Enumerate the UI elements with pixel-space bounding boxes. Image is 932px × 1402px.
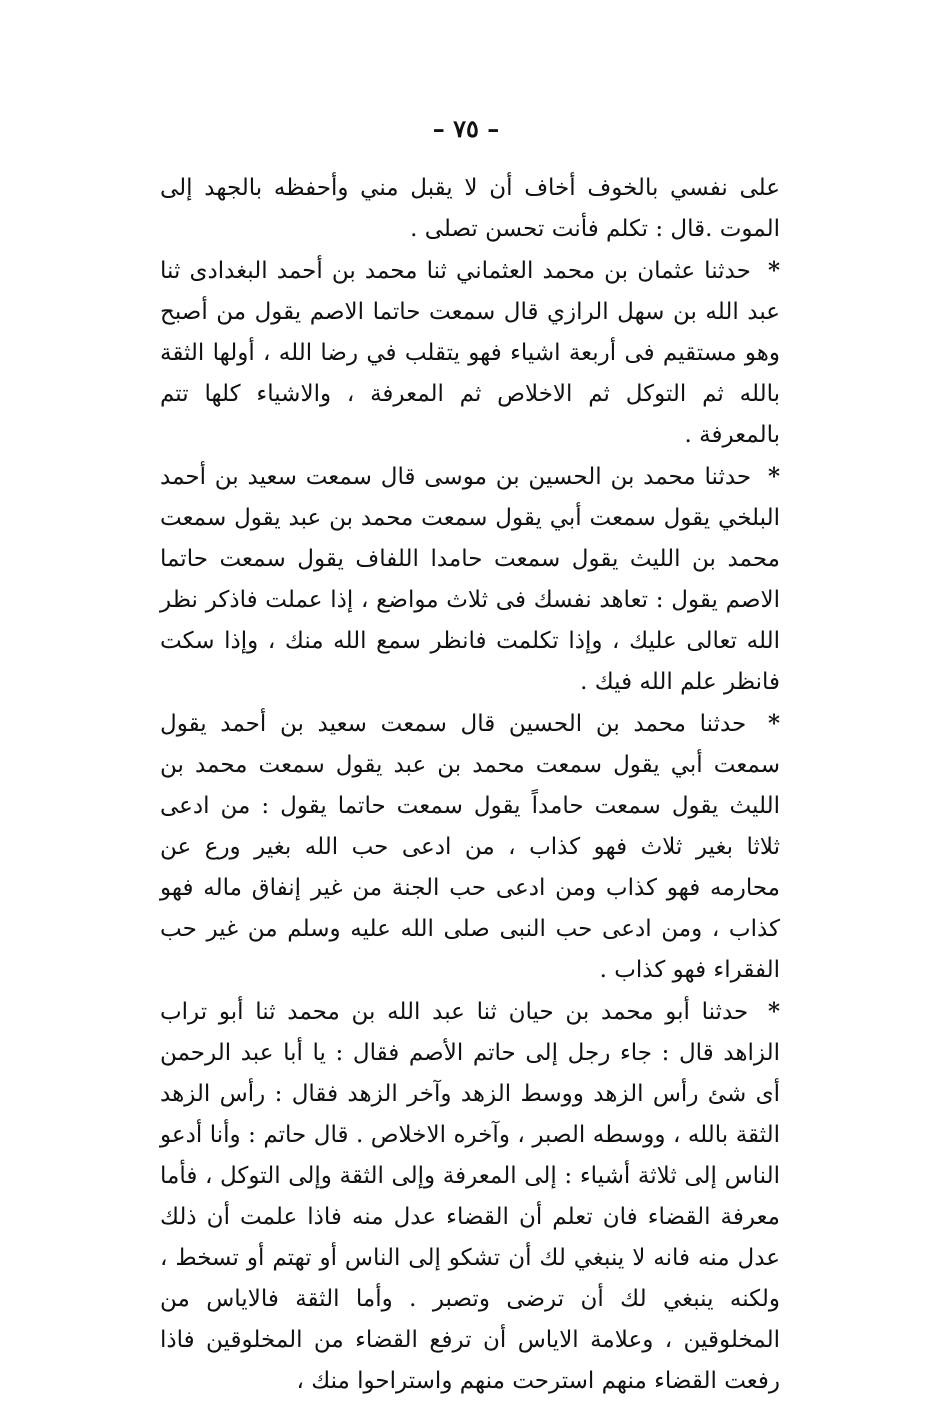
paragraph-2-text: حدثنا عثمان بن محمد العثماني ثنا محمد بن أحمد البغدادى ثنا عبد الله بن سهل الرازي قال سمعت حاتما الاصم يقول من أصبح وهو مستقيم فى أربعة اشياء فهو يتقلب في رضا الله ، أولها الثقة بالله ثم التوكل ثم الاخلاص ثم المعرفة ، والاشياء كلها تتم بالمعرفة .: [160, 258, 780, 448]
paragraph-2-marker: *: [767, 257, 780, 284]
paragraph-5-marker: *: [767, 998, 780, 1025]
paragraph-3: [160, 456, 780, 703]
main-text-block: [160, 168, 780, 1402]
paragraph-1-text: على نفسي بالخوف أخاف أن لا يقبل مني وأحفظه بالجهد إلى الموت .قال : تكلم فأنت تحسن تصلى .: [160, 175, 780, 242]
paragraph-3-marker: *: [767, 463, 780, 490]
page-number: – ٧٥ –: [432, 114, 500, 143]
paragraph-3-text: حدثنا محمد بن الحسين بن موسى قال سمعت سعيد بن أحمد البلخي يقول سمعت أبي يقول سمعت محمد بن عبد يقول سمعت محمد بن الليث يقول سمعت حامدا اللفاف يقول سمعت حاتما الاصم يقول : تعاهد نفسك فى ثلاث مواضع ، إذا عملت فاذكر نظر الله تعالى عليك ، وإذا تكلمت فانظر سمع الله منك ، وإذا سكت فانظر علم الله فيك .: [160, 464, 780, 695]
paragraph-4: [160, 703, 780, 991]
paragraph-4-marker: *: [767, 710, 780, 737]
paragraph-5: [160, 991, 780, 1402]
paragraph-1: [160, 168, 780, 250]
paragraph-5-text: حدثنا أبو محمد بن حيان ثنا عبد الله بن محمد ثنا أبو تراب الزاهد قال : جاء رجل إلى حاتم الأصم فقال : يا أبا عبد الرحمن أى شئ رأس الزهد ووسط الزهد وآخر الزهد فقال : رأس الزهد الثقة بالله ، ووسطه الصبر ، وآخره الاخلاص . قال حاتم : وأنا أدعو الناس إلى ثلاثة أشياء : إلى المعرفة وإلى الثقة وإلى التوكل ، فأما معرفة القضاء فان تعلم أن القضاء عدل منه فاذا علمت أن ذلك عدل منه فانه لا ينبغي لك أن تشكو إلى الناس أو تهتم أو تسخط ، ولكنه ينبغي لك أن ترضى وتصبر . وأما الثقة فالاياس من المخلوقين ، وعلامة الاياس أن ترفع القضاء من المخلوقين فاذا رفعت القضاء منهم استرحت منهم واستراحوا منك ،: [160, 999, 780, 1394]
paragraph-2: [160, 250, 780, 456]
paragraph-4-text: حدثنا محمد بن الحسين قال سمعت سعيد بن أحمد يقول سمعت أبي يقول سمعت محمد بن عبد يقول سمعت محمد بن الليث يقول سمعت حامداً يقول سمعت حاتما يقول : من ادعى ثلاثا بغير ثلاث فهو كذاب ، من ادعى حب الله بغير ورع عن محارمه فهو كذاب ومن ادعى حب الجنة من غير إنفاق ماله فهو كذاب ، ومن ادعى حب النبى صلى الله عليه وسلم من غير حب الفقراء فهو كذاب .: [160, 711, 780, 983]
